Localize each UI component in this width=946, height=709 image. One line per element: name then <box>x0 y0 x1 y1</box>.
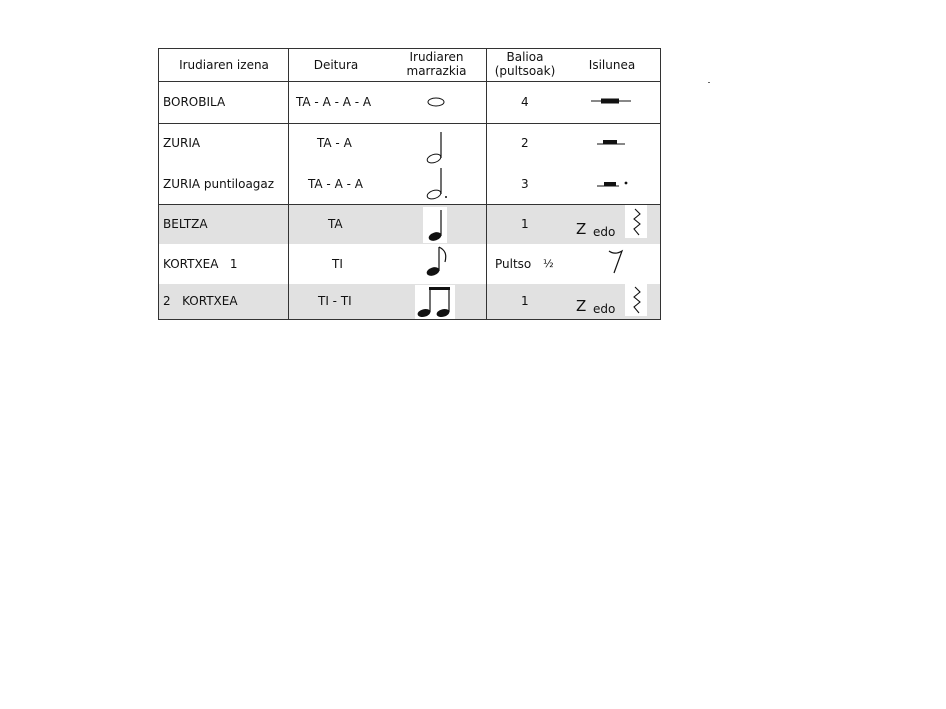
value-zuria: 2 <box>521 136 529 150</box>
header-deitura: Deitura <box>313 58 359 72</box>
name-zuria-puntiloagaz: ZURIA puntiloagaz <box>163 177 275 191</box>
column-divider <box>288 49 289 319</box>
deitura-borobila: TA - A - A - A <box>296 95 372 109</box>
rest-or-beltza: edo <box>593 225 616 239</box>
header-drawing-line2: marrazkia <box>406 64 467 78</box>
half-rest-icon <box>597 137 627 147</box>
name-kortxea-1: KORTXEA 1 <box>163 257 238 271</box>
quarter-rest-icon <box>631 208 643 238</box>
row-divider <box>159 81 660 82</box>
name-2-kortxea: 2 KORTXEA <box>163 294 238 308</box>
beamed-eighth-notes-icon <box>415 286 457 320</box>
row-divider <box>159 204 660 205</box>
rest-or-2-kortxea: edo <box>593 302 616 316</box>
name-zuria: ZURIA <box>163 136 201 150</box>
deitura-kortxea-1: TI <box>332 257 343 271</box>
deitura-beltza: TA <box>328 217 343 231</box>
name-borobila: BOROBILA <box>163 95 226 109</box>
header-drawing-line1: Irudiaren <box>409 50 464 64</box>
deitura-zuria: TA - A <box>317 136 352 150</box>
quarter-note-icon <box>426 209 446 243</box>
whole-note-icon <box>427 96 447 108</box>
header-rest: Isilunea <box>588 58 636 72</box>
header-value-line1: Balioa <box>506 50 544 64</box>
eighth-note-icon <box>423 244 453 278</box>
dotted-half-rest-icon <box>597 178 631 188</box>
name-beltza: BELTZA <box>163 217 208 231</box>
whole-rest-icon <box>591 97 633 107</box>
deitura-2-kortxea: TI - TI <box>318 294 352 308</box>
header-value-line2: (pultsoak) <box>494 64 556 78</box>
deitura-zuria-puntiloagaz: TA - A - A <box>308 177 363 191</box>
value-zuria-puntiloagaz: 3 <box>521 177 529 191</box>
rest-alt-z-2-kortxea: Z <box>576 297 587 315</box>
value-2-kortxea: 1 <box>521 294 529 308</box>
stray-dot <box>708 82 710 83</box>
header-name: Irudiaren izena <box>179 58 269 72</box>
column-divider <box>486 49 487 319</box>
note-values-table <box>158 48 661 320</box>
value-kortxea-1: Pultso <box>495 257 532 271</box>
value-beltza: 1 <box>521 217 529 231</box>
half-note-icon <box>425 131 445 165</box>
value-fraction-kortxea-1: ½ <box>543 257 554 270</box>
dotted-half-note-icon <box>425 167 455 201</box>
eighth-rest-icon <box>607 248 627 276</box>
rest-alt-z-beltza: Z <box>576 220 587 238</box>
quarter-rest-icon <box>631 286 643 316</box>
value-borobila: 4 <box>521 95 529 109</box>
row-divider <box>159 123 660 124</box>
